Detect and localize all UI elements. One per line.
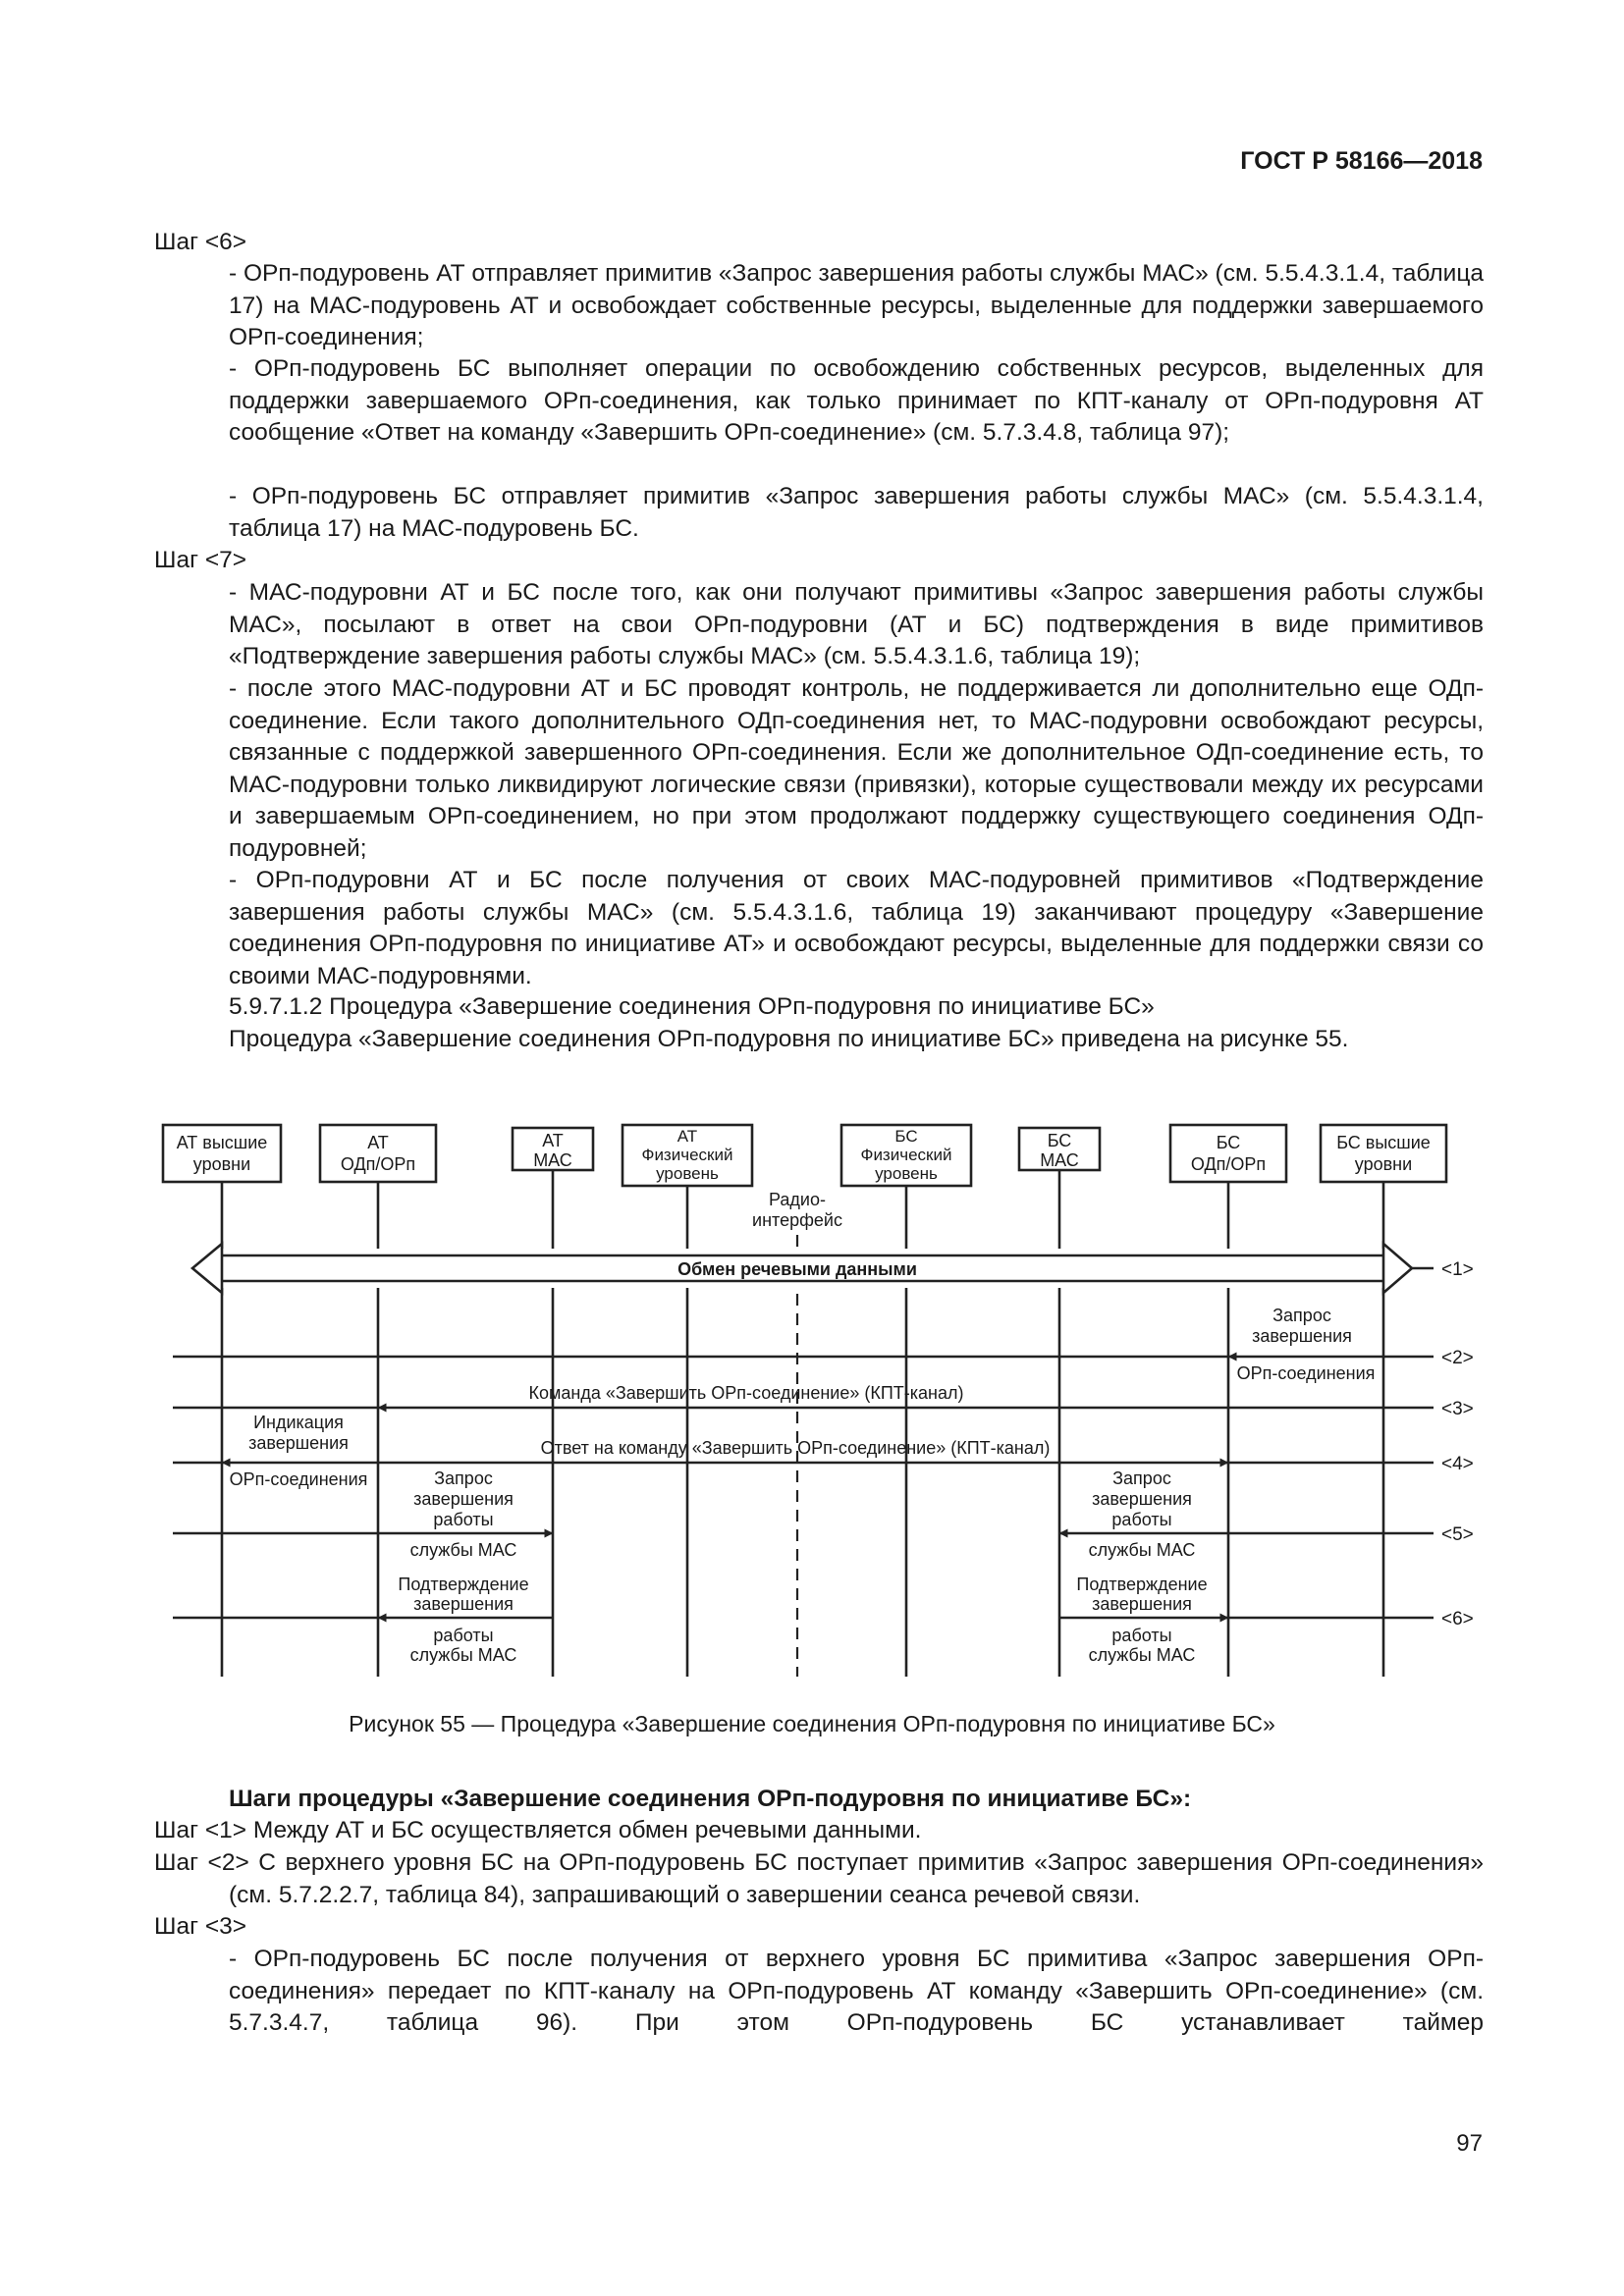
radio-interface-label-2: интерфейс	[752, 1210, 842, 1230]
msg-at-mac-req-3: работы	[433, 1510, 494, 1529]
step-marker-2: <2>	[1441, 1348, 1474, 1368]
lane-label-at-phy-2: Физический	[641, 1146, 733, 1164]
bottom-step1: Шаг <1> Между АТ и БС осуществляется обмен речевыми данными.	[154, 1817, 922, 1843]
lane-label-at-phy-1: АТ	[677, 1127, 698, 1146]
msg-ind-3: ОРп-соединения	[229, 1469, 368, 1489]
msg-at-mac-conf-1: Подтверждение	[398, 1575, 529, 1594]
msg-command: Команда «Завершить ОРп-соединение» (КПТ-канал)	[528, 1383, 964, 1403]
figure-caption: Рисунок 55 — Процедура «Завершение соединения ОРп-подуровня по инициативе БС»	[349, 1711, 1275, 1736]
msg-req-end-1: Запрос	[1272, 1306, 1331, 1325]
lane-label-bs-mac-1: БС	[1047, 1131, 1072, 1150]
lane-label-at-odp-1: АТ	[367, 1133, 389, 1152]
section-intro: Процедура «Завершение соединения ОРп-подуровня по инициативе БС» приведена на рисунке 55.	[229, 1026, 1349, 1052]
lane-label-bs-mac-2: МАС	[1040, 1150, 1079, 1170]
step6-item-1: - ОРп-подуровень АТ отправляет примитив «Запрос завершения работы службы МАС» (см. 5.5.4.3.1.4, таблица 17) на МАС-подуровень АТ и освобождает собственные ресурсы, выделенные для поддержки завершаемого ОРп-соединения;	[229, 260, 1484, 350]
step-marker-4: <4>	[1441, 1454, 1474, 1474]
lane-label-bs-phy-3: уровень	[875, 1164, 938, 1183]
steps-heading: Шаги процедуры «Завершение соединения ОРп-подуровня по инициативе БС»:	[229, 1786, 1192, 1812]
step-marker-3: <3>	[1441, 1399, 1474, 1419]
msg-bs-mac-conf-3: работы	[1111, 1626, 1172, 1645]
msg-bs-mac-conf-2: завершения	[1092, 1594, 1192, 1614]
step6-label: Шаг <6>	[154, 229, 247, 255]
lane-label-bs-upper-2: уровни	[1354, 1154, 1413, 1174]
msg-at-mac-req-2: завершения	[413, 1489, 514, 1509]
msg-bs-mac-req-4: службы МАС	[1088, 1540, 1196, 1560]
msg-bs-mac-conf-1: Подтверждение	[1076, 1575, 1208, 1594]
lane-label-at-upper-2: уровни	[192, 1154, 251, 1174]
msg-at-mac-conf-3: работы	[433, 1626, 494, 1645]
page-number: 97	[1456, 2130, 1483, 2157]
step-marker-1: <1>	[1441, 1259, 1474, 1280]
section-heading: 5.9.7.1.2 Процедура «Завершение соединения ОРп-подуровня по инициативе БС»	[229, 993, 1155, 1020]
lane-label-bs-phy-2: Физический	[860, 1146, 952, 1164]
document-header: ГОСТ Р 58166—2018	[1240, 147, 1483, 175]
step6-item-2: - ОРп-подуровень БС выполняет операции по освобождению собственных ресурсов, выделенных для поддержки завершаемого ОРп-соединения, как только принимает по КПТ-каналу от ОРп-подуровня АТ сообщение «Ответ на команду «Завершить ОРп-соединение» (см. 5.7.3.4.8, таблица 97);	[229, 355, 1484, 446]
lane-label-at-odp-2: ОДп/ОРп	[340, 1154, 416, 1174]
bottom-step3-label: Шаг <3>	[154, 1913, 247, 1940]
step6-item-3: - ОРп-подуровень БС отправляет примитив «Запрос завершения работы службы МАС» (см. 5.5.4.3.1.4, таблица 17) на МАС-подуровень БС.	[229, 483, 1484, 542]
lane-label-bs-upper-1: БС высшие	[1336, 1133, 1431, 1152]
step7-item-1: - МАС-подуровни АТ и БС после того, как они получают примитивы «Запрос завершения работы службы МАС», посылают в ответ на свои ОРп-подуровни (АТ и БС) подтверждения в виде примитивов «Подтверждение завершения работы службы МАС» (см. 5.5.4.3.1.6, таблица 19);	[229, 579, 1484, 669]
msg-at-mac-req-4: службы МАС	[409, 1540, 517, 1560]
msg-at-mac-req-1: Запрос	[434, 1468, 493, 1488]
msg-bs-mac-req-1: Запрос	[1112, 1468, 1171, 1488]
step7-item-2: - после этого МАС-подуровни АТ и БС проводят контроль, не поддерживается ли дополнительно еще ОДп-соединение. Если такого дополнительного ОДп-соединения нет, то МАС-подуровни освобождают ресурсы, связанные с поддержкой завершенного ОРп-соединения. Если же дополнительное ОДп-соединение есть, то МАС-подуровни только ликвидируют логические связи (привязки), которые существовали между их ресурсами и завершаемым ОРп-соединением, но при этом продолжают поддержку существующего соединения ОДп-подуровней;	[229, 675, 1484, 862]
msg-at-mac-conf-2: завершения	[413, 1594, 514, 1614]
msg-bs-mac-req-2: завершения	[1092, 1489, 1192, 1509]
lane-label-bs-odp-2: ОДп/ОРп	[1190, 1154, 1267, 1174]
msg-ind-2: завершения	[248, 1433, 349, 1453]
radio-interface-label-1: Радио-	[769, 1190, 826, 1209]
msg-response: Ответ на команду «Завершить ОРп-соединение» (КПТ-канал)	[540, 1438, 1051, 1458]
step-marker-5: <5>	[1441, 1524, 1474, 1545]
step-marker-6: <6>	[1441, 1609, 1474, 1629]
lane-label-at-mac-1: АТ	[542, 1131, 564, 1150]
bottom-step2: Шаг <2> С верхнего уровня БС на ОРп-подуровень БС поступает примитив «Запрос завершения ОРп-соединения» (см. 5.7.2.2.7, таблица 84), запрашивающий о завершении сеанса речевой связи.	[154, 1849, 1484, 1908]
lane-label-bs-phy-1: БС	[894, 1127, 918, 1146]
msg-bs-mac-conf-4: службы МАС	[1088, 1645, 1196, 1665]
step7-label: Шаг <7>	[154, 547, 247, 573]
msg-bs-mac-req-3: работы	[1111, 1510, 1172, 1529]
msg-ind-1: Индикация	[253, 1413, 344, 1432]
msg-voice-exchange: Обмен речевыми данными	[677, 1259, 917, 1279]
msg-req-end-2: завершения	[1252, 1326, 1352, 1346]
msg-at-mac-conf-4: службы МАС	[409, 1645, 517, 1665]
msg-req-end-3: ОРп-соединения	[1236, 1363, 1376, 1383]
lane-label-at-mac-2: МАС	[533, 1150, 572, 1170]
lane-label-at-phy-3: уровень	[656, 1164, 719, 1183]
bottom-step3-item: - ОРп-подуровень БС после получения от верхнего уровня БС примитива «Запрос завершения ОРп-соединения» передает по КПТ-каналу на ОРп-подуровень АТ команду «Завершить ОРп-соединение» (см. 5.7.3.4.7, таблица 96). При этом ОРп-подуровень БС устанавливает таймер	[229, 1946, 1484, 2036]
lane-label-bs-odp-1: БС	[1216, 1133, 1241, 1152]
lane-label-at-upper-1: АТ высшие	[176, 1133, 268, 1152]
step7-item-3: - ОРп-подуровни АТ и БС после получения от своих МАС-подуровней примитивов «Подтверждение завершения работы службы МАС» (см. 5.5.4.3.1.6, таблица 19) заканчивают процедуру «Завершение соединения ОРп-подуровня по инициативе АТ» и освобождают ресурсы, выделенные для поддержки связи со своими МАС-подуровнями.	[229, 867, 1484, 989]
